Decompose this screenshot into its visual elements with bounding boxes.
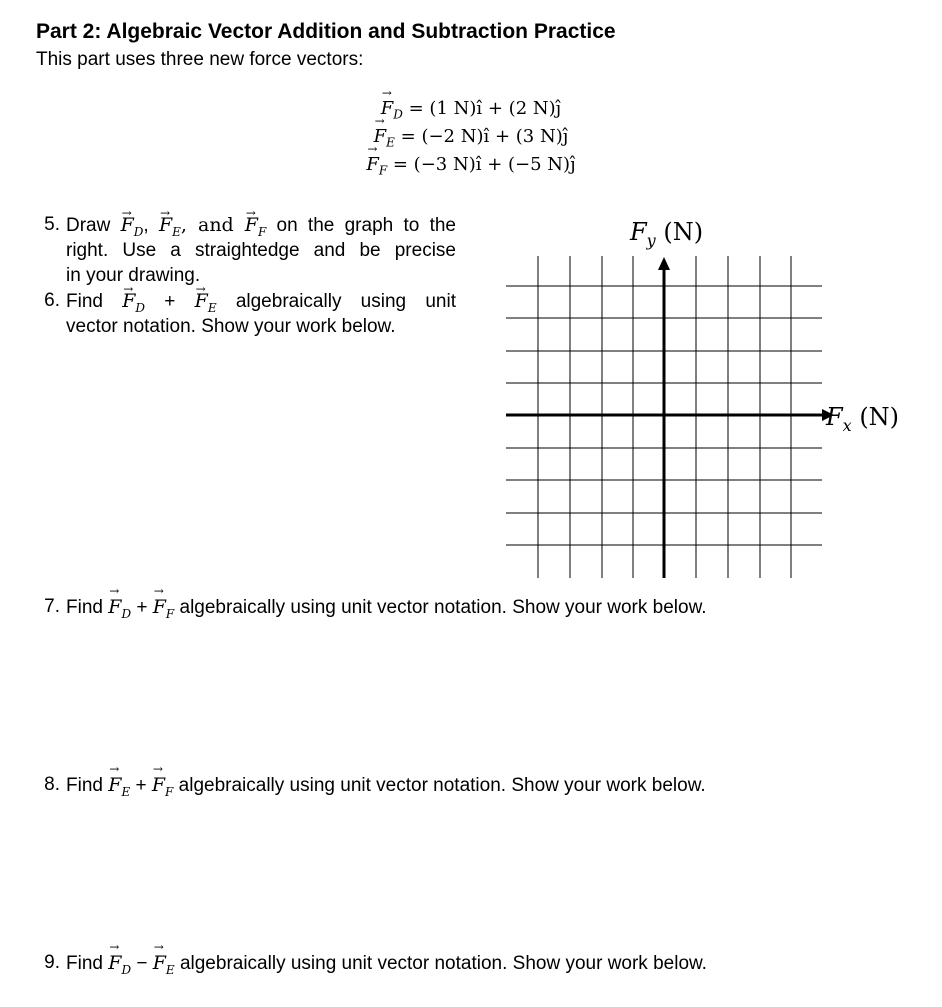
question-number: 9. — [44, 952, 60, 973]
question-text: Find → $F_E$ + → $F_F$ algebraically using unit vector notation. Show your work below. — [66, 775, 706, 796]
question-number: 5. — [44, 214, 60, 235]
vector-symbol: → $F_F$ — [366, 154, 387, 178]
part-title: Part 2: Algebraic Vector Addition and Subtraction Practice — [36, 20, 616, 43]
question-text: Find → $F_D$ + → $F_F$ algebraically using unit vector notation. Show your work below. — [66, 597, 707, 618]
question-7 — [44, 596, 707, 621]
question-text: Find → $F_D$ − → $F_E$ algebraically using unit vector notation. Show your work below. — [66, 953, 707, 974]
question-9 — [44, 952, 707, 977]
part-intro: This part uses three new force vectors: — [36, 49, 364, 70]
x-axis-label: $F_x$ (N) — [826, 403, 900, 435]
vector-definition-ff — [0, 154, 942, 178]
vector-definition-fe — [0, 126, 942, 150]
coordinate-graph — [500, 208, 930, 588]
y-axis-label: $F_y$ (N) — [630, 218, 704, 250]
vector-definition-fd — [0, 98, 942, 122]
vector-symbol: → $F_E$ — [374, 126, 395, 150]
vector-components: = (−2 N)î + (3 N)ĵ — [394, 126, 569, 147]
question-number: 7. — [44, 596, 60, 617]
question-8 — [44, 774, 706, 799]
vector-components: = (−3 N)î + (−5 N)ĵ — [387, 154, 576, 175]
y-axis-arrowhead — [658, 257, 670, 270]
vector-components: = (1 N)î + (2 N)ĵ — [402, 98, 562, 119]
vector-symbol: → $F_D$ — [381, 98, 403, 122]
question-number: 8. — [44, 774, 60, 795]
question-number: 6. — [44, 290, 60, 311]
